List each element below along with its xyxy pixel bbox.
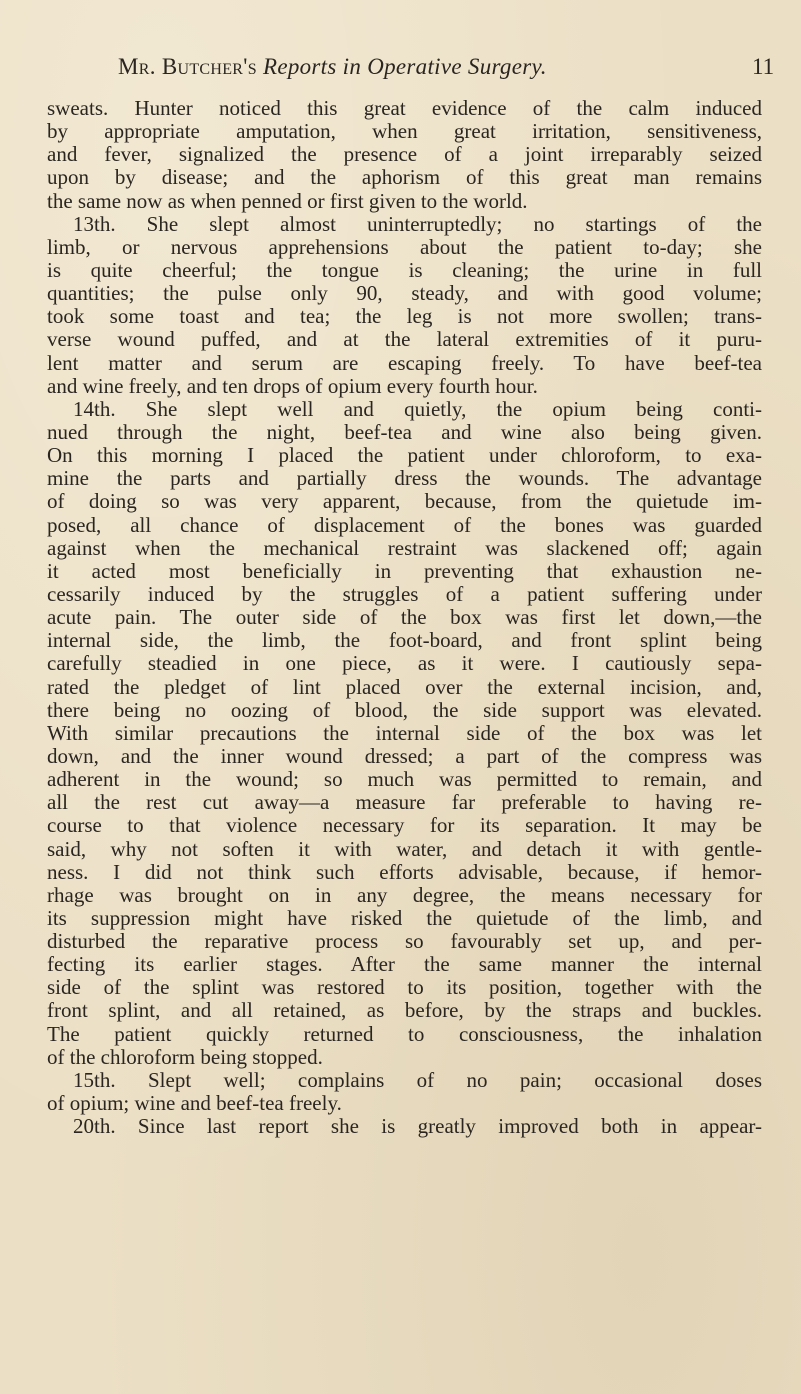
text-line: With similar precautions the internal side of the box was let <box>47 721 762 745</box>
text-line: by appropriate amputation, when great irritation, sensitiveness, <box>47 120 762 144</box>
text-line: of doing so was very apparent, because, from the quietude im- <box>47 490 762 514</box>
text-line: of the chloroform being stopped. <box>47 1045 323 1069</box>
text-line: fecting its earlier stages. After the same manner the internal <box>47 953 762 977</box>
text-line: of opium; wine and beef-tea freely. <box>47 1092 342 1116</box>
text-line: mine the parts and partially dress the wounds. The advantage <box>47 467 762 491</box>
text-line: it acted most beneficially in preventing that exhaustion ne- <box>47 559 762 583</box>
text-line: nued through the night, beef-tea and wine also being given. <box>47 420 762 444</box>
text-line: and wine freely, and ten drops of opium every fourth hour. <box>47 374 538 398</box>
text-line: 20th. Since last report she is greatly improved both in appear- <box>73 1115 762 1139</box>
text-line: front splint, and all retained, as before, by the straps and buckles. <box>47 999 762 1023</box>
text-line: 14th. She slept well and quietly, the opium being conti- <box>73 397 762 421</box>
text-line: acute pain. The outer side of the box was first let down,—the <box>47 606 762 630</box>
running-head-title: Reports in Operative Surgery. <box>262 54 547 79</box>
text-line: and fever, signalized the presence of a joint irreparably seized <box>47 143 762 167</box>
text-line: ness. I did not think such efforts advisable, because, if hemor- <box>47 860 762 884</box>
text-line: On this morning I placed the patient under chloroform, to exa- <box>47 444 762 468</box>
text-line: the same now as when penned or first given to the world. <box>47 189 528 213</box>
text-line: all the rest cut away—a measure far preferable to having re- <box>47 791 762 815</box>
body-text <box>47 97 762 1138</box>
text-line: upon by disease; and the aphorism of this great man remains <box>47 166 762 190</box>
text-line: internal side, the limb, the foot-board, and front splint being <box>47 629 762 653</box>
text-line: limb, or nervous apprehensions about the patient to-day; she <box>47 235 762 259</box>
text-line: quantities; the pulse only 90, steady, and with good volume; <box>47 282 762 306</box>
text-line: lent matter and serum are escaping freely. To have beef-tea <box>47 351 762 375</box>
text-line: disturbed the reparative process so favourably set up, and per- <box>47 930 762 954</box>
text-line: took some toast and tea; the leg is not more swollen; trans- <box>47 305 762 329</box>
text-line: course to that violence necessary for its separation. It may be <box>47 814 762 838</box>
text-line: 13th. She slept almost uninterruptedly; no startings of the <box>73 212 762 236</box>
text-line: rated the pledget of lint placed over the external incision, and, <box>47 675 762 699</box>
text-line: 15th. Slept well; complains of no pain; occasional doses <box>73 1068 762 1092</box>
text-line: is quite cheerful; the tongue is cleaning; the urine in full <box>47 258 762 282</box>
running-head <box>118 54 547 80</box>
text-line: adherent in the wound; so much was permitted to remain, and <box>47 768 762 792</box>
text-line: sweats. Hunter noticed this great evidence of the calm induced <box>47 97 762 120</box>
text-line: verse wound puffed, and at the lateral extremities of it puru- <box>47 328 762 352</box>
text-line: down, and the inner wound dressed; a part of the compress was <box>47 744 762 768</box>
text-line: said, why not soften it with water, and detach it with gentle- <box>47 837 762 861</box>
text-line: rhage was brought on in any degree, the means necessary for <box>47 883 762 907</box>
text-line: carefully steadied in one piece, as it were. I cautiously sepa- <box>47 652 762 676</box>
text-line: side of the splint was restored to its position, together with the <box>47 976 762 1000</box>
text-line: posed, all chance of displacement of the bones was guarded <box>47 513 762 537</box>
running-head-author: Mr. Butcher's <box>118 54 257 79</box>
page-number: 11 <box>752 54 775 79</box>
text-line: The patient quickly returned to consciousness, the inhalation <box>47 1022 762 1046</box>
text-line: cessarily induced by the struggles of a patient suffering under <box>47 582 762 606</box>
text-line: there being no oozing of blood, the side support was elevated. <box>47 698 762 722</box>
text-line: its suppression might have risked the quietude of the limb, and <box>47 906 762 930</box>
page-header <box>0 54 801 84</box>
text-line: against when the mechanical restraint was slackened off; again <box>47 536 762 560</box>
